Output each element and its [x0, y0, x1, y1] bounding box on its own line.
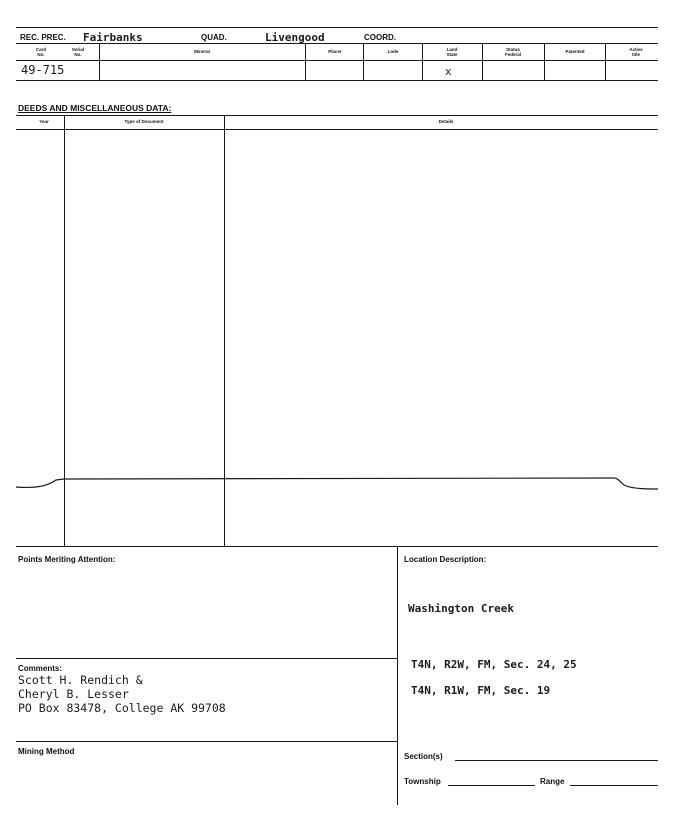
deeds-top-rule — [16, 115, 658, 116]
header-active-title: Active title — [629, 47, 643, 57]
quad-value: Livengood — [265, 31, 325, 44]
header-placer: Placer — [328, 49, 342, 54]
comments-label: Comments: — [18, 664, 63, 673]
quad-label: QUAD. — [201, 33, 227, 42]
rec-prec-value: Fairbanks — [83, 31, 143, 44]
location-name: Washington Creek — [408, 602, 514, 615]
comments-line-1: Scott H. Rendich & — [18, 673, 143, 687]
mining-method-label: Mining Method — [18, 747, 75, 756]
table1-divider — [99, 43, 100, 80]
township-field-line[interactable] — [448, 785, 535, 786]
range-label: Range — [540, 777, 565, 786]
header-land-state: Land State — [446, 47, 458, 57]
card-number-value: 49-715 — [21, 63, 65, 77]
location-line-2: T4N, R1W, FM, Sec. 19 — [411, 684, 551, 697]
table1-bottom-rule — [16, 80, 658, 81]
rec-prec-label: REC. PREC. — [20, 33, 66, 42]
table1-divider — [544, 43, 545, 80]
deeds-col-year: Year — [39, 119, 49, 124]
header-card-no: Card No. — [35, 47, 47, 57]
table1-divider — [605, 43, 606, 80]
sections-field-line[interactable] — [455, 760, 658, 761]
comments-line-3: PO Box 83478, College AK 99708 — [18, 701, 226, 715]
header-lode: Lode — [387, 49, 399, 54]
header-status-federal: Status Federal — [504, 47, 521, 57]
table1-divider — [422, 43, 423, 80]
page-fold-line — [0, 470, 678, 500]
location-label: Location Description: — [404, 555, 487, 564]
range-field-line[interactable] — [570, 785, 658, 786]
header-patented: Patented — [565, 49, 585, 54]
sections-label: Section(s) — [404, 752, 443, 761]
location-line-1: T4N, R2W, FM, Sec. 24, 25 — [411, 658, 577, 671]
header-mineral: Mineral — [194, 49, 210, 54]
deeds-col-details: Details — [438, 119, 454, 124]
table1-divider — [363, 43, 364, 80]
deeds-bottom-rule — [16, 546, 658, 547]
table1-divider — [305, 43, 306, 80]
coord-label: COORD. — [364, 33, 396, 42]
deeds-col-type: Type of Document — [124, 119, 164, 124]
comments-rule — [16, 658, 397, 659]
table1-divider — [482, 43, 483, 80]
top-rule — [16, 27, 658, 28]
land-state-mark: x — [445, 65, 452, 78]
mining-rule — [16, 741, 397, 742]
location-divider — [397, 546, 398, 805]
comments-line-2: Cheryl B. Lesser — [18, 687, 129, 701]
table1-header-rule — [16, 60, 658, 61]
points-label: Points Meriting Attention: — [18, 555, 116, 564]
deeds-header-rule — [16, 129, 658, 130]
deeds-title: DEEDS AND MISCELLANEOUS DATA: — [18, 103, 172, 113]
header-serial-no: Serial No. — [71, 47, 85, 57]
table1-top-rule — [16, 43, 658, 44]
township-label: Township — [404, 777, 441, 786]
